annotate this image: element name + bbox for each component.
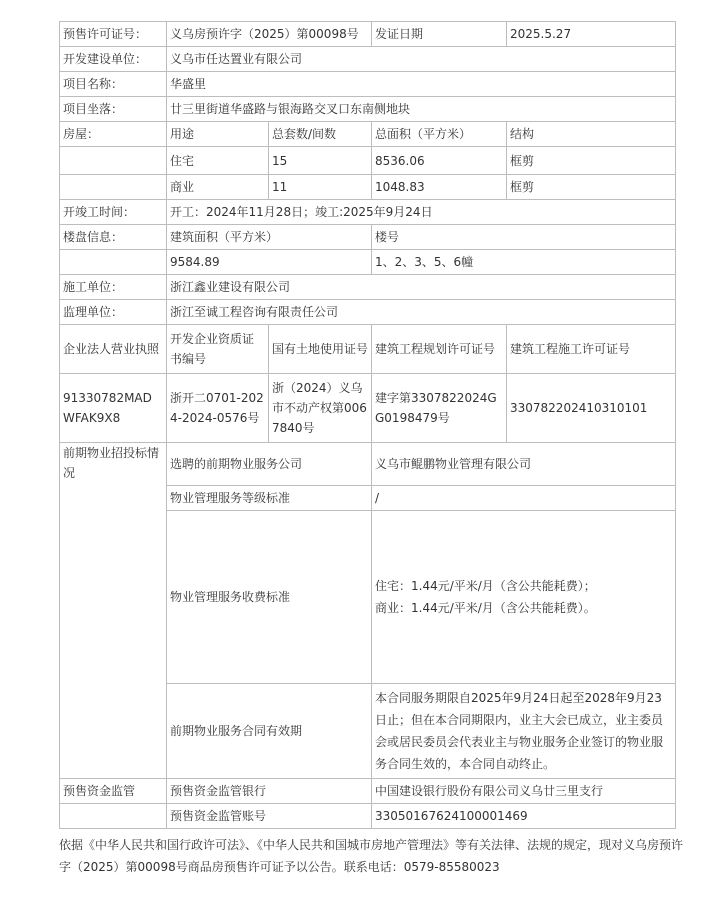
funds-account-value: 33050167624100001469 xyxy=(372,804,676,829)
funds-account-label: 预售资金监管账号 xyxy=(167,804,372,829)
housing-units: 11 xyxy=(269,175,372,200)
housing-use: 住宅 xyxy=(167,147,269,175)
construction-permit-value: 330782202410310101 xyxy=(507,374,676,443)
supervision-row xyxy=(60,300,676,325)
property-grade-value: / xyxy=(372,486,676,511)
license-header-row xyxy=(60,325,676,374)
schedule-value: 开工：2024年11月28日；竣工:2025年9月24日 xyxy=(167,200,676,225)
issue-date-value: 2025.5.27 xyxy=(507,22,676,47)
property-company-label: 选聘的前期物业服务公司 xyxy=(167,443,372,486)
land-use-value: 浙（2024）义乌市不动产权第0067840号 xyxy=(269,374,372,443)
supervision-label: 监理单位： xyxy=(60,300,167,325)
housing-area: 1048.83 xyxy=(372,175,507,200)
housing-units: 15 xyxy=(269,147,372,175)
project-location-label: 项目坐落： xyxy=(60,97,167,122)
license-values-row xyxy=(60,374,676,443)
housing-row-empty-cell xyxy=(60,147,167,175)
property-company-row xyxy=(60,443,676,486)
housing-header-area: 总面积（平方米） xyxy=(372,122,507,147)
permit-number-value: 义乌房预许字（2025）第00098号 xyxy=(167,22,372,47)
announcement-footer: 依据《中华人民共和国行政许可法》、《中华人民共和国城市房地产管理法》等有关法律、法规的规定，现对义乌房预许字（2025）第00098号商品房预售许可证予以公告。联系电话：0579-85580023 xyxy=(59,838,684,874)
permit-number-row xyxy=(60,22,676,47)
fee-commercial: 商业：1.44元/平米/月（含公共能耗费）。 xyxy=(375,601,596,615)
qualification-value: 浙开二0701-2024-2024-0576号 xyxy=(167,374,269,443)
property-contract-label: 前期物业服务合同有效期 xyxy=(167,684,372,779)
housing-use: 商业 xyxy=(167,175,269,200)
issue-date-label: 发证日期 xyxy=(372,22,507,47)
supervision-value: 浙江至诚工程咨询有限责任公司 xyxy=(167,300,676,325)
housing-structure: 框剪 xyxy=(507,147,676,175)
housing-structure: 框剪 xyxy=(507,175,676,200)
schedule-row xyxy=(60,200,676,225)
housing-label: 房屋： xyxy=(60,122,167,147)
funds-label: 预售资金监管 xyxy=(60,779,167,804)
housing-row-commercial xyxy=(60,175,676,200)
housing-header-row xyxy=(60,122,676,147)
business-license-value: 91330782MADWFAK9X8 xyxy=(60,374,167,443)
construction-permit-header: 建筑工程施工许可证号 xyxy=(507,325,676,374)
developer-row xyxy=(60,47,676,72)
housing-header-units: 总套数/间数 xyxy=(269,122,372,147)
property-grade-label: 物业管理服务等级标准 xyxy=(167,486,372,511)
planning-permit-header: 建筑工程规划许可证号 xyxy=(372,325,507,374)
developer-label: 开发建设单位： xyxy=(60,47,167,72)
property-contract-value: 本合同服务期限自2025年9月24日起至2028年9月23日止；但在本合同期限内，业主大会已成立，业主委员会或居民委员会代表业主与物业服务企业签订的物业服务合同生效的，本合同自动终止。 xyxy=(372,684,676,779)
business-license-header: 企业法人营业执照 xyxy=(60,325,167,374)
construction-value: 浙江鑫业建设有限公司 xyxy=(167,275,676,300)
construction-label: 施工单位： xyxy=(60,275,167,300)
fee-residential: 住宅：1.44元/平米/月（含公共能耗费）； xyxy=(375,579,596,593)
funds-account-row xyxy=(60,804,676,829)
project-location-value: 廿三里街道华盛路与银海路交叉口东南侧地块 xyxy=(167,97,676,122)
property-fee-value xyxy=(372,511,676,684)
permit-number-label: 预售许可证号： xyxy=(60,22,167,47)
housing-area: 8536.06 xyxy=(372,147,507,175)
property-company-value: 义乌市鲲鹏物业管理有限公司 xyxy=(372,443,676,486)
property-tender-label: 前期物业招投标情况 xyxy=(60,443,167,779)
building-values-row xyxy=(60,250,676,275)
presale-permit-table xyxy=(59,21,676,829)
funds-bank-row xyxy=(60,779,676,804)
planning-permit-value: 建字第3307822024GG0198479号 xyxy=(372,374,507,443)
funds-bank-label: 预售资金监管银行 xyxy=(167,779,372,804)
housing-row-residential xyxy=(60,147,676,175)
construction-row xyxy=(60,275,676,300)
housing-header-structure: 结构 xyxy=(507,122,676,147)
building-number-header: 楼号 xyxy=(372,225,676,250)
land-use-header: 国有土地使用证号 xyxy=(269,325,372,374)
building-empty-cell xyxy=(60,250,167,275)
building-area-value: 9584.89 xyxy=(167,250,372,275)
developer-value: 义乌市任达置业有限公司 xyxy=(167,47,676,72)
building-label: 楼盘信息： xyxy=(60,225,167,250)
project-name-row xyxy=(60,72,676,97)
schedule-label: 开竣工时间： xyxy=(60,200,167,225)
housing-row-empty-cell xyxy=(60,175,167,200)
building-area-header: 建筑面积（平方米） xyxy=(167,225,372,250)
housing-header-use: 用途 xyxy=(167,122,269,147)
funds-bank-value: 中国建设银行股份有限公司义乌廿三里支行 xyxy=(372,779,676,804)
project-location-row xyxy=(60,97,676,122)
qualification-header: 开发企业资质证书编号 xyxy=(167,325,269,374)
project-name-value: 华盛里 xyxy=(167,72,676,97)
project-name-label: 项目名称： xyxy=(60,72,167,97)
property-fee-label: 物业管理服务收费标准 xyxy=(167,511,372,684)
building-header-row xyxy=(60,225,676,250)
funds-empty-cell xyxy=(60,804,167,829)
building-number-value: 1、2、3、5、6幢 xyxy=(372,250,676,275)
